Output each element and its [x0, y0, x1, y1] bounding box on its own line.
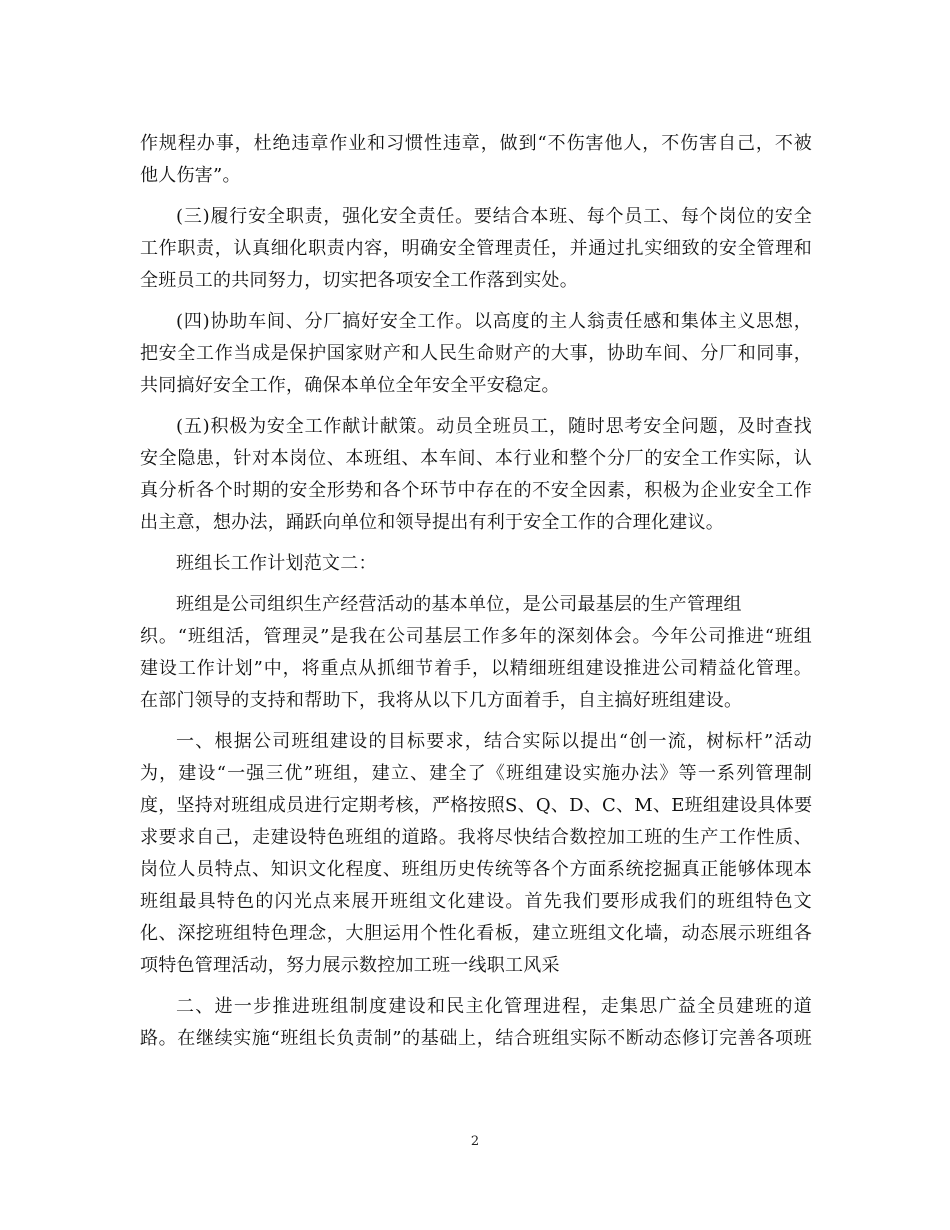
text-line: 岗位人员特点、知识文化程度、班组历史传统等各个方面系统挖掘真正能够体现本 — [140, 859, 812, 880]
text-line: 出主意，想办法，踊跃向单位和领导提出有利于安全工作的合理化建议。 — [140, 512, 724, 533]
text-line: (五)积极为安全工作献计献策。动员全班员工，随时思考安全问题，及时查找 — [176, 416, 812, 437]
section-heading-sample-two — [140, 548, 812, 580]
text-line: 班组长工作计划范文二： — [176, 553, 377, 574]
text-line: 度，坚持对班组成员进行定期考核，严格按照S、Q、D、C、M、E班组建设具体要 — [140, 795, 813, 816]
text-line: 安全隐患，针对本岗位、本班组、本车间、本行业和整个分厂的安全工作实际，认 — [140, 448, 812, 469]
text-line: 项特色管理活动，努力展示数控加工班一线职工风采 — [140, 955, 560, 976]
paragraph-point-two — [140, 991, 812, 1055]
paragraph-point-one — [140, 726, 812, 982]
text-line: 织。“班组活，管理灵”是我在公司基层工作多年的深刻体会。今年公司推进“班组 — [140, 626, 812, 647]
text-line: 作规程办事，杜绝违章作业和习惯性违章，做到“不伤害他人，不伤害自己，不被 — [140, 133, 812, 154]
text-line: (四)协助车间、分厂搞好安全工作。以高度的主人翁责任感和集体主义思想， — [176, 311, 812, 332]
text-line: 工作职责，认真细化职责内容，明确安全管理责任，并通过扎实细致的安全管理和 — [140, 238, 812, 259]
text-line: 一、根据公司班组建设的目标要求，结合实际以提出“创一流，树标杆”活动 — [176, 731, 812, 752]
document-body — [140, 128, 812, 1055]
paragraph-assist-workshop — [140, 306, 812, 402]
text-line: 在部门领导的支持和帮助下，我将从以下几方面着手，自主搞好班组建设。 — [140, 690, 743, 711]
page-number: 2 — [470, 1134, 480, 1149]
paragraph-fulfill-safety-duties — [140, 201, 812, 297]
paragraph-safety-suggestions — [140, 411, 812, 539]
text-line: 全班员工的共同努力，切实把各项安全工作落到实处。 — [140, 270, 578, 291]
paragraph-team-introduction — [140, 589, 812, 717]
text-line: 班组最具特色的闪光点来展开班组文化建设。首先我们要形成我们的班组特色文 — [140, 891, 812, 912]
text-line: 建设工作计划”中，将重点从抓细节着手，以精细班组建设推进公司精益化管理。 — [140, 658, 812, 679]
text-line: 化、深挖班组特色理念，大胆运用个性化看板，建立班组文化墙，动态展示班组各 — [140, 923, 812, 944]
text-line: 真分析各个时期的安全形势和各个环节中存在的不安全因素，积极为企业安全工作 — [140, 480, 812, 501]
text-line: (三)履行安全职责，强化安全责任。要结合本班、每个员工、每个岗位的安全 — [176, 206, 812, 227]
text-line: 他人伤害”。 — [140, 165, 241, 186]
text-line: 共同搞好安全工作，确保本单位全年安全平安稳定。 — [140, 375, 560, 396]
text-line: 把安全工作当成是保护国家财产和人民生命财产的大事，协助车间、分厂和同事， — [140, 343, 812, 364]
paragraph-safety-operation — [140, 128, 812, 192]
text-line: 求要求自己，走建设特色班组的道路。我将尽快结合数控加工班的生产工作性质、 — [140, 827, 812, 848]
text-line: 为，建设“一强三优”班组，建立、建全了《班组建设实施办法》等一系列管理制 — [140, 763, 812, 784]
text-line: 二、进一步推进班组制度建设和民主化管理进程，走集思广益全员建班的道 — [176, 996, 812, 1017]
text-line: 路。在继续实施“班组长负责制”的基础上，结合班组实际不断动态修订完善各项班 — [140, 1028, 812, 1049]
text-line: 班组是公司组织生产经营活动的基本单位，是公司最基层的生产管理组 — [176, 594, 742, 615]
